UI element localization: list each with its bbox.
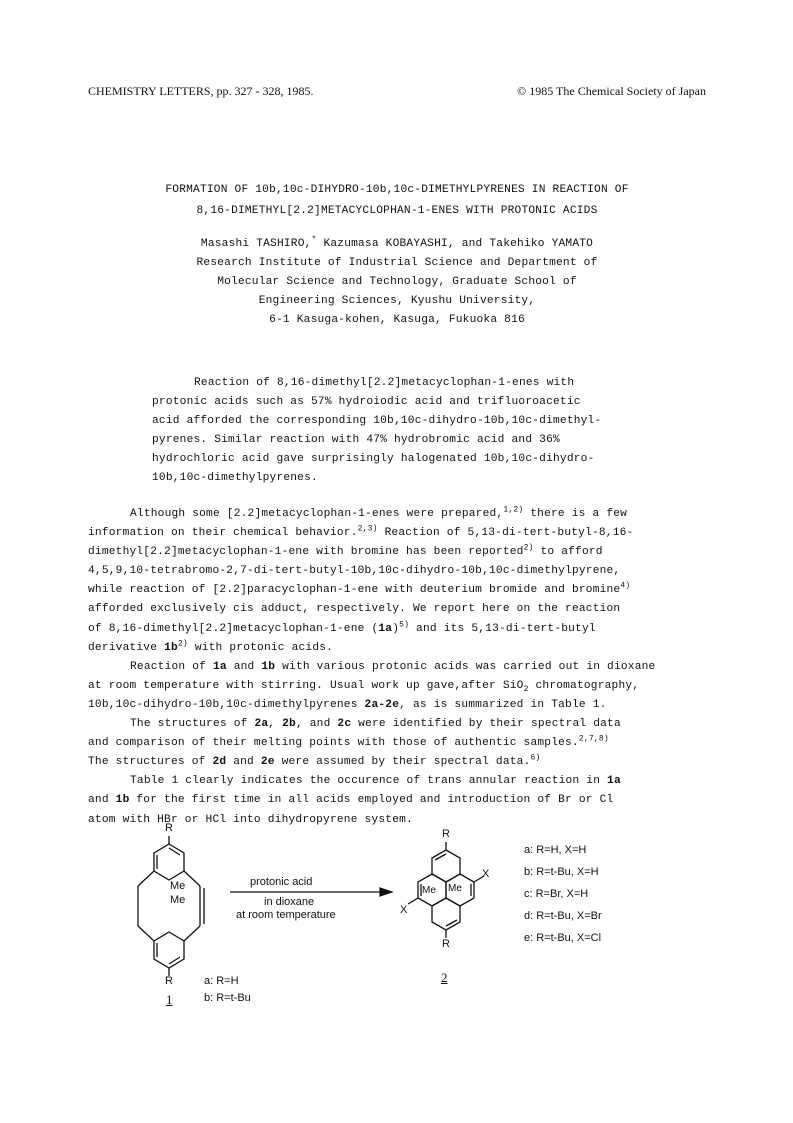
compound-ref: 1b (115, 794, 130, 807)
text-run: The structures of (130, 718, 255, 731)
text-run: to afford (533, 546, 603, 559)
product-substituent-d: d: R=t-Bu, X=Br (524, 910, 602, 922)
product-me-1: Me (422, 885, 436, 896)
text-run: dimethyl[2.2]metacyclophan-1-ene with bromine has been reported (88, 546, 524, 559)
affiliation-line-1: Research Institute of Industrial Science and Department of (196, 257, 598, 269)
citation-ref: 1,2) (503, 505, 524, 515)
title-line-1: FORMATION OF 10b,10c-DIHYDRO-10b,10c-DIMETHYLPYRENES IN REACTION OF (165, 184, 629, 196)
abstract-line-3: acid afforded the corresponding 10b,10c-dihydro-10b,10c-dimethyl- (152, 415, 602, 427)
text-run: and comparison of their melting points with those of authentic samples. (88, 737, 579, 750)
text-run: at room temperature with stirring. Usual work up gave,after SiO (88, 679, 524, 692)
product-substituent-a: a: R=H, X=H (524, 844, 587, 856)
text-run: Table 1 clearly indicates the occurence of trans annular reaction in (130, 775, 608, 788)
bridge-bond (184, 871, 200, 886)
body-text (88, 505, 655, 830)
body-line (88, 639, 655, 658)
start-r-bottom: R (165, 975, 173, 987)
body-line (88, 505, 655, 524)
reaction-arrow (230, 888, 392, 896)
arrow-reagent: protonic acid (250, 876, 313, 888)
body-line (88, 791, 655, 810)
compound-ref: 2d (212, 756, 227, 769)
product-compound-number: 2 (441, 970, 448, 985)
corresponding-mark: * (311, 235, 317, 245)
cyclophane-structure (138, 836, 204, 976)
body-line (88, 734, 655, 753)
text-run: information on their chemical behavior. (88, 527, 358, 540)
compound-ref: 2a-2e (364, 698, 400, 711)
body-line (88, 715, 655, 734)
bridge-bond (138, 871, 154, 886)
product-x-left: X (400, 904, 408, 916)
compound-ref: 2b (282, 718, 296, 731)
bridge-bond (138, 926, 154, 941)
abstract-line-6: 10b,10c-dimethylpyrenes. (152, 472, 318, 484)
abstract-line-1: Reaction of 8,16-dimethyl[2.2]metacyclophan-1-enes with (194, 377, 575, 389)
author-1: Masashi TASHIRO, (200, 238, 312, 250)
text-run: chromatography, (528, 679, 640, 692)
compound-ref: 2a (254, 718, 269, 731)
body-line (88, 772, 655, 791)
text-run: for the first time in all acids employed and introduction of Br or Cl (129, 794, 614, 807)
x-bond-left (408, 898, 418, 904)
product-ring-bottom (432, 898, 460, 930)
text-run: while reaction of [2.2]paracyclophan-1-ene with deuterium bromide and bromine (88, 584, 621, 597)
abstract-line-4: pyrenes. Similar reaction with 47% hydrobromic acid and 36% (152, 434, 560, 446)
product-substituent-c: c: R=Br, X=H (524, 888, 589, 900)
text-run: , and (295, 718, 338, 731)
text-run: Although some [2.2]metacyclophan-1-enes were prepared, (130, 508, 504, 520)
body-line (88, 543, 655, 562)
product-x-right: X (482, 868, 490, 880)
product-substituent-e: e: R=t-Bu, X=Cl (524, 932, 602, 944)
start-me-2: Me (170, 894, 186, 906)
running-header (88, 84, 706, 102)
abstract (152, 374, 601, 488)
product-me-2: Me (448, 883, 462, 894)
text-run: The structures of (88, 756, 213, 769)
citation-ref: 4) (620, 581, 631, 591)
compound-ref: 1a (212, 660, 227, 673)
subscript: 2 (523, 685, 529, 695)
text-run: ) (392, 622, 400, 635)
top-benzene-ring (154, 844, 184, 880)
body-line: afforded exclusively cis adduct, respectively. We report here on the reaction (88, 603, 621, 616)
start-me-1: Me (170, 880, 186, 892)
text-run: were identified by their spectral data (351, 718, 621, 731)
citation-ref: 5) (399, 619, 410, 629)
bridge-bond (184, 926, 200, 941)
copyright-notice: © 1985 The Chemical Society of Japan (517, 84, 706, 98)
bottom-benzene-ring (154, 932, 184, 968)
citation-ref: 6) (530, 753, 541, 763)
affiliation-line-3: Engineering Sciences, Kyushu University, (258, 295, 536, 307)
body-line (88, 658, 655, 677)
text-run: and (226, 756, 261, 769)
body-line: 4,5,9,10-tetrabromo-2,7-di-tert-butyl-10b,10c-dihydro-10b,10c-dimethylpyrene, (88, 565, 621, 578)
text-run: derivative (88, 641, 165, 654)
product-r-top: R (442, 828, 450, 840)
compound-ref: 1a (607, 775, 621, 788)
text-run: , as is summarized in Table 1. (399, 698, 607, 711)
body-line (88, 620, 655, 639)
scheme-drawing (100, 828, 720, 1008)
text-run: 10b,10c-dihydro-10b,10c-dimethylpyrenes (88, 698, 365, 711)
text-run: and (88, 794, 116, 807)
text-run: there is a few (523, 508, 628, 520)
compound-ref: 1b (261, 660, 276, 673)
author-block (88, 235, 706, 330)
text-run: and (226, 660, 262, 673)
start-compound-number: 1 (166, 992, 173, 1007)
citation-ref: 2,7,8) (578, 734, 609, 744)
paper-title (88, 180, 706, 222)
text-run: with protonic acids. (187, 641, 334, 654)
citation-ref: 2) (523, 543, 534, 553)
compound-ref: 1b (164, 641, 178, 654)
journal-citation: CHEMISTRY LETTERS, pp. 327 - 328, 1985. (88, 84, 314, 98)
text-run: Reaction of (130, 660, 213, 673)
text-run: Reaction of 5,13-di-tert-butyl-8,16- (377, 527, 634, 540)
author-others: Kazumasa KOBAYASHI, and Takehiko YAMATO (316, 238, 594, 250)
citation-ref: 2) (177, 638, 188, 648)
arrow-solvent: in dioxane (264, 896, 315, 908)
arrow-conditions: at room temperature (236, 909, 336, 921)
start-substituent-b: b: R=t-Bu (204, 992, 251, 1004)
compound-ref: 2e (260, 756, 275, 769)
text-run: , (268, 718, 283, 731)
product-r-bottom: R (442, 938, 450, 950)
body-line (88, 524, 655, 543)
body-line (88, 581, 655, 600)
product-ring-top (432, 850, 460, 882)
author-names (88, 235, 706, 254)
text-run: were assumed by their spectral data. (274, 756, 531, 769)
start-r-top: R (165, 822, 173, 834)
compound-ref: 2c (337, 718, 352, 731)
abstract-line-5: hydrochloric acid gave surprisingly halogenated 10b,10c-dihydro- (152, 453, 595, 465)
reaction-scheme (100, 822, 720, 1008)
body-line (88, 677, 655, 696)
affiliation-line-2: Molecular Science and Technology, Graduate School of (217, 276, 577, 288)
body-line (88, 753, 655, 772)
body-line (88, 696, 655, 715)
text-run: and its 5,13-di-tert-butyl (409, 622, 596, 635)
text-run: with various protonic acids was carried out in dioxane (275, 660, 656, 673)
title-line-2: 8,16-DIMETHYL[2.2]METACYCLOPHAN-1-ENES WITH PROTONIC ACIDS (196, 205, 598, 217)
product-substituent-b: b: R=t-Bu, X=H (524, 866, 599, 878)
citation-ref: 2,3) (357, 524, 378, 534)
affiliation-line-4: 6-1 Kasuga-kohen, Kasuga, Fukuoka 816 (269, 314, 525, 326)
body-line: atom with HBr or HCl into dihydropyrene system. (88, 813, 413, 826)
dihydropyrene-structure (408, 842, 484, 938)
arrow-head (380, 888, 392, 896)
text-run: of 8,16-dimethyl[2.2]metacyclophan-1-ene ( (88, 622, 379, 635)
compound-ref: 1a (378, 622, 393, 635)
abstract-line-2: protonic acids such as 57% hydroiodic acid and trifluoroacetic (152, 396, 581, 408)
start-substituent-a: a: R=H (204, 975, 239, 987)
